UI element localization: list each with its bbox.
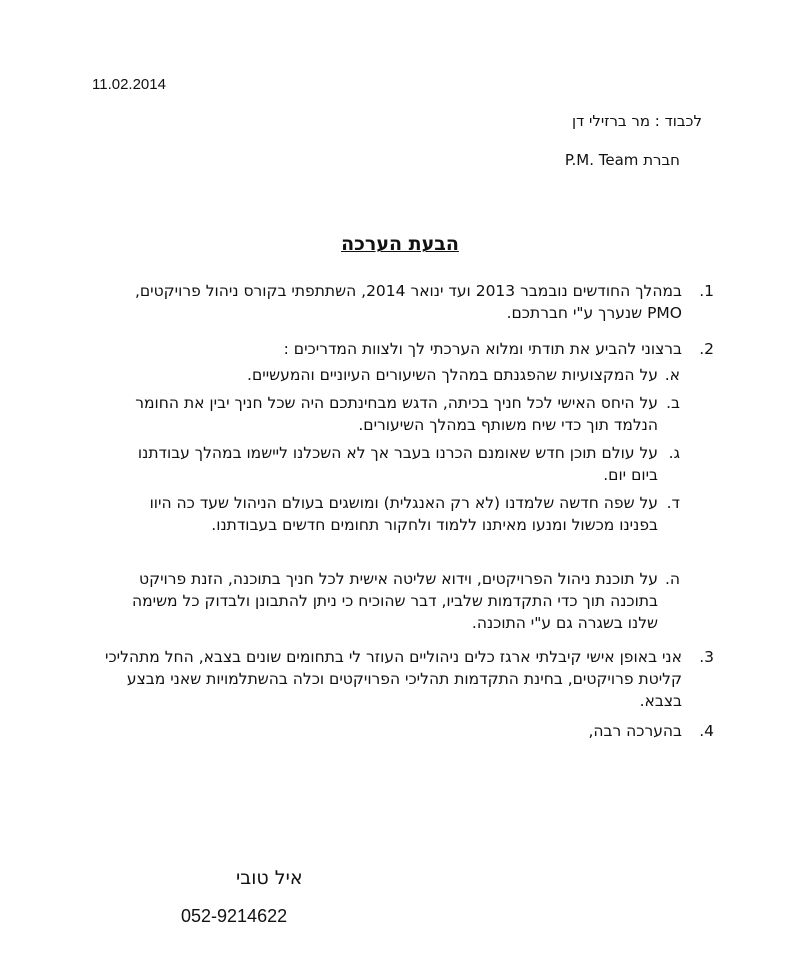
sub-item-a	[110, 364, 680, 386]
sub-item-b	[110, 392, 680, 436]
list-item-text: אני באופן אישי קיבלתי ארגז כלים ניהוליים העוזר לי בתחומים שונים בצבא, החל מתהליכי קליטת פרויקטים, בחינת התקדמות תהליכי הפרויקטים וכלה בהשתלמויות שאני מבצע בצבא.	[105, 648, 682, 710]
company-line: חברת P.M. Team	[564, 151, 680, 169]
list-marker: 2.	[699, 340, 714, 358]
sub-marker: ג.	[668, 444, 680, 462]
list-item-2	[102, 338, 714, 360]
sub-marker: ב.	[666, 394, 680, 412]
recipient-line: לכבוד : מר ברזילי דן	[571, 112, 702, 130]
list-marker: 4.	[699, 722, 714, 740]
letter-date: 11.02.2014	[92, 76, 166, 93]
list-item-text: במהלך החודשים נובמבר 2013 ועד ינואר 2014, השתתפתי בקורס ניהול פרויקטים, PMO שנערך ע"י חברתכם.	[134, 282, 682, 322]
list-item-text: בהערכה רבה,	[588, 722, 682, 740]
sub-item-text: על המקצועיות שהפגנתם במהלך השיעורים העיוניים והמעשיים.	[247, 366, 658, 384]
list-item-4	[102, 720, 714, 742]
sub-marker: א.	[664, 366, 680, 384]
sub-item-text: על היחס האישי לכל חניך בכיתה, הדגש מבחינתכם היה שכל חניך יבין את החומר הנלמד תוך כדי שיח משותף במהלך השיעורים.	[135, 394, 658, 434]
signature-name: איל טובי	[236, 867, 303, 889]
list-item-text: ברצוני להביע את תודתי ומלוא הערכתי לך ולצוות המדריכים :	[283, 340, 682, 358]
list-marker: 1.	[699, 282, 714, 300]
sub-item-d	[110, 492, 680, 536]
signature-phone: 052-9214622	[181, 906, 288, 926]
sub-item-text: על עולם תוכן חדש שאומנם הכרנו בעבר אך לא השכלנו ליישמו במהלך עבודתנו ביום יום.	[137, 444, 658, 484]
letter-title: הבעת הערכה	[341, 233, 459, 255]
sub-marker: ד.	[666, 494, 680, 512]
list-item-3	[102, 646, 714, 712]
list-item-1	[102, 280, 714, 324]
sub-item-c	[110, 442, 680, 486]
sub-item-text: על תוכנת ניהול הפרויקטים, וידוא שליטה אישית לכל חניך בתוכנה, הזנת פרויקט בתוכנה תוך כדי התקדמות שלביו, דבר שהוכיח כי ניתן להתבונן ולבדוק כל משימה שלנו בשגרה גם ע"י התוכנה.	[131, 570, 658, 632]
sub-marker: ה.	[664, 570, 680, 588]
sub-item-text: על שפה חדשה שלמדנו (לא רק האנגלית) ומושגים בעולם הניהול שעד כה היוו בפנינו מכשול ומנעו מאיתנו ללמוד ולחקור תחומים חדשים בעבודתנו.	[149, 494, 658, 534]
sub-item-e	[110, 568, 680, 634]
list-marker: 3.	[699, 648, 714, 666]
